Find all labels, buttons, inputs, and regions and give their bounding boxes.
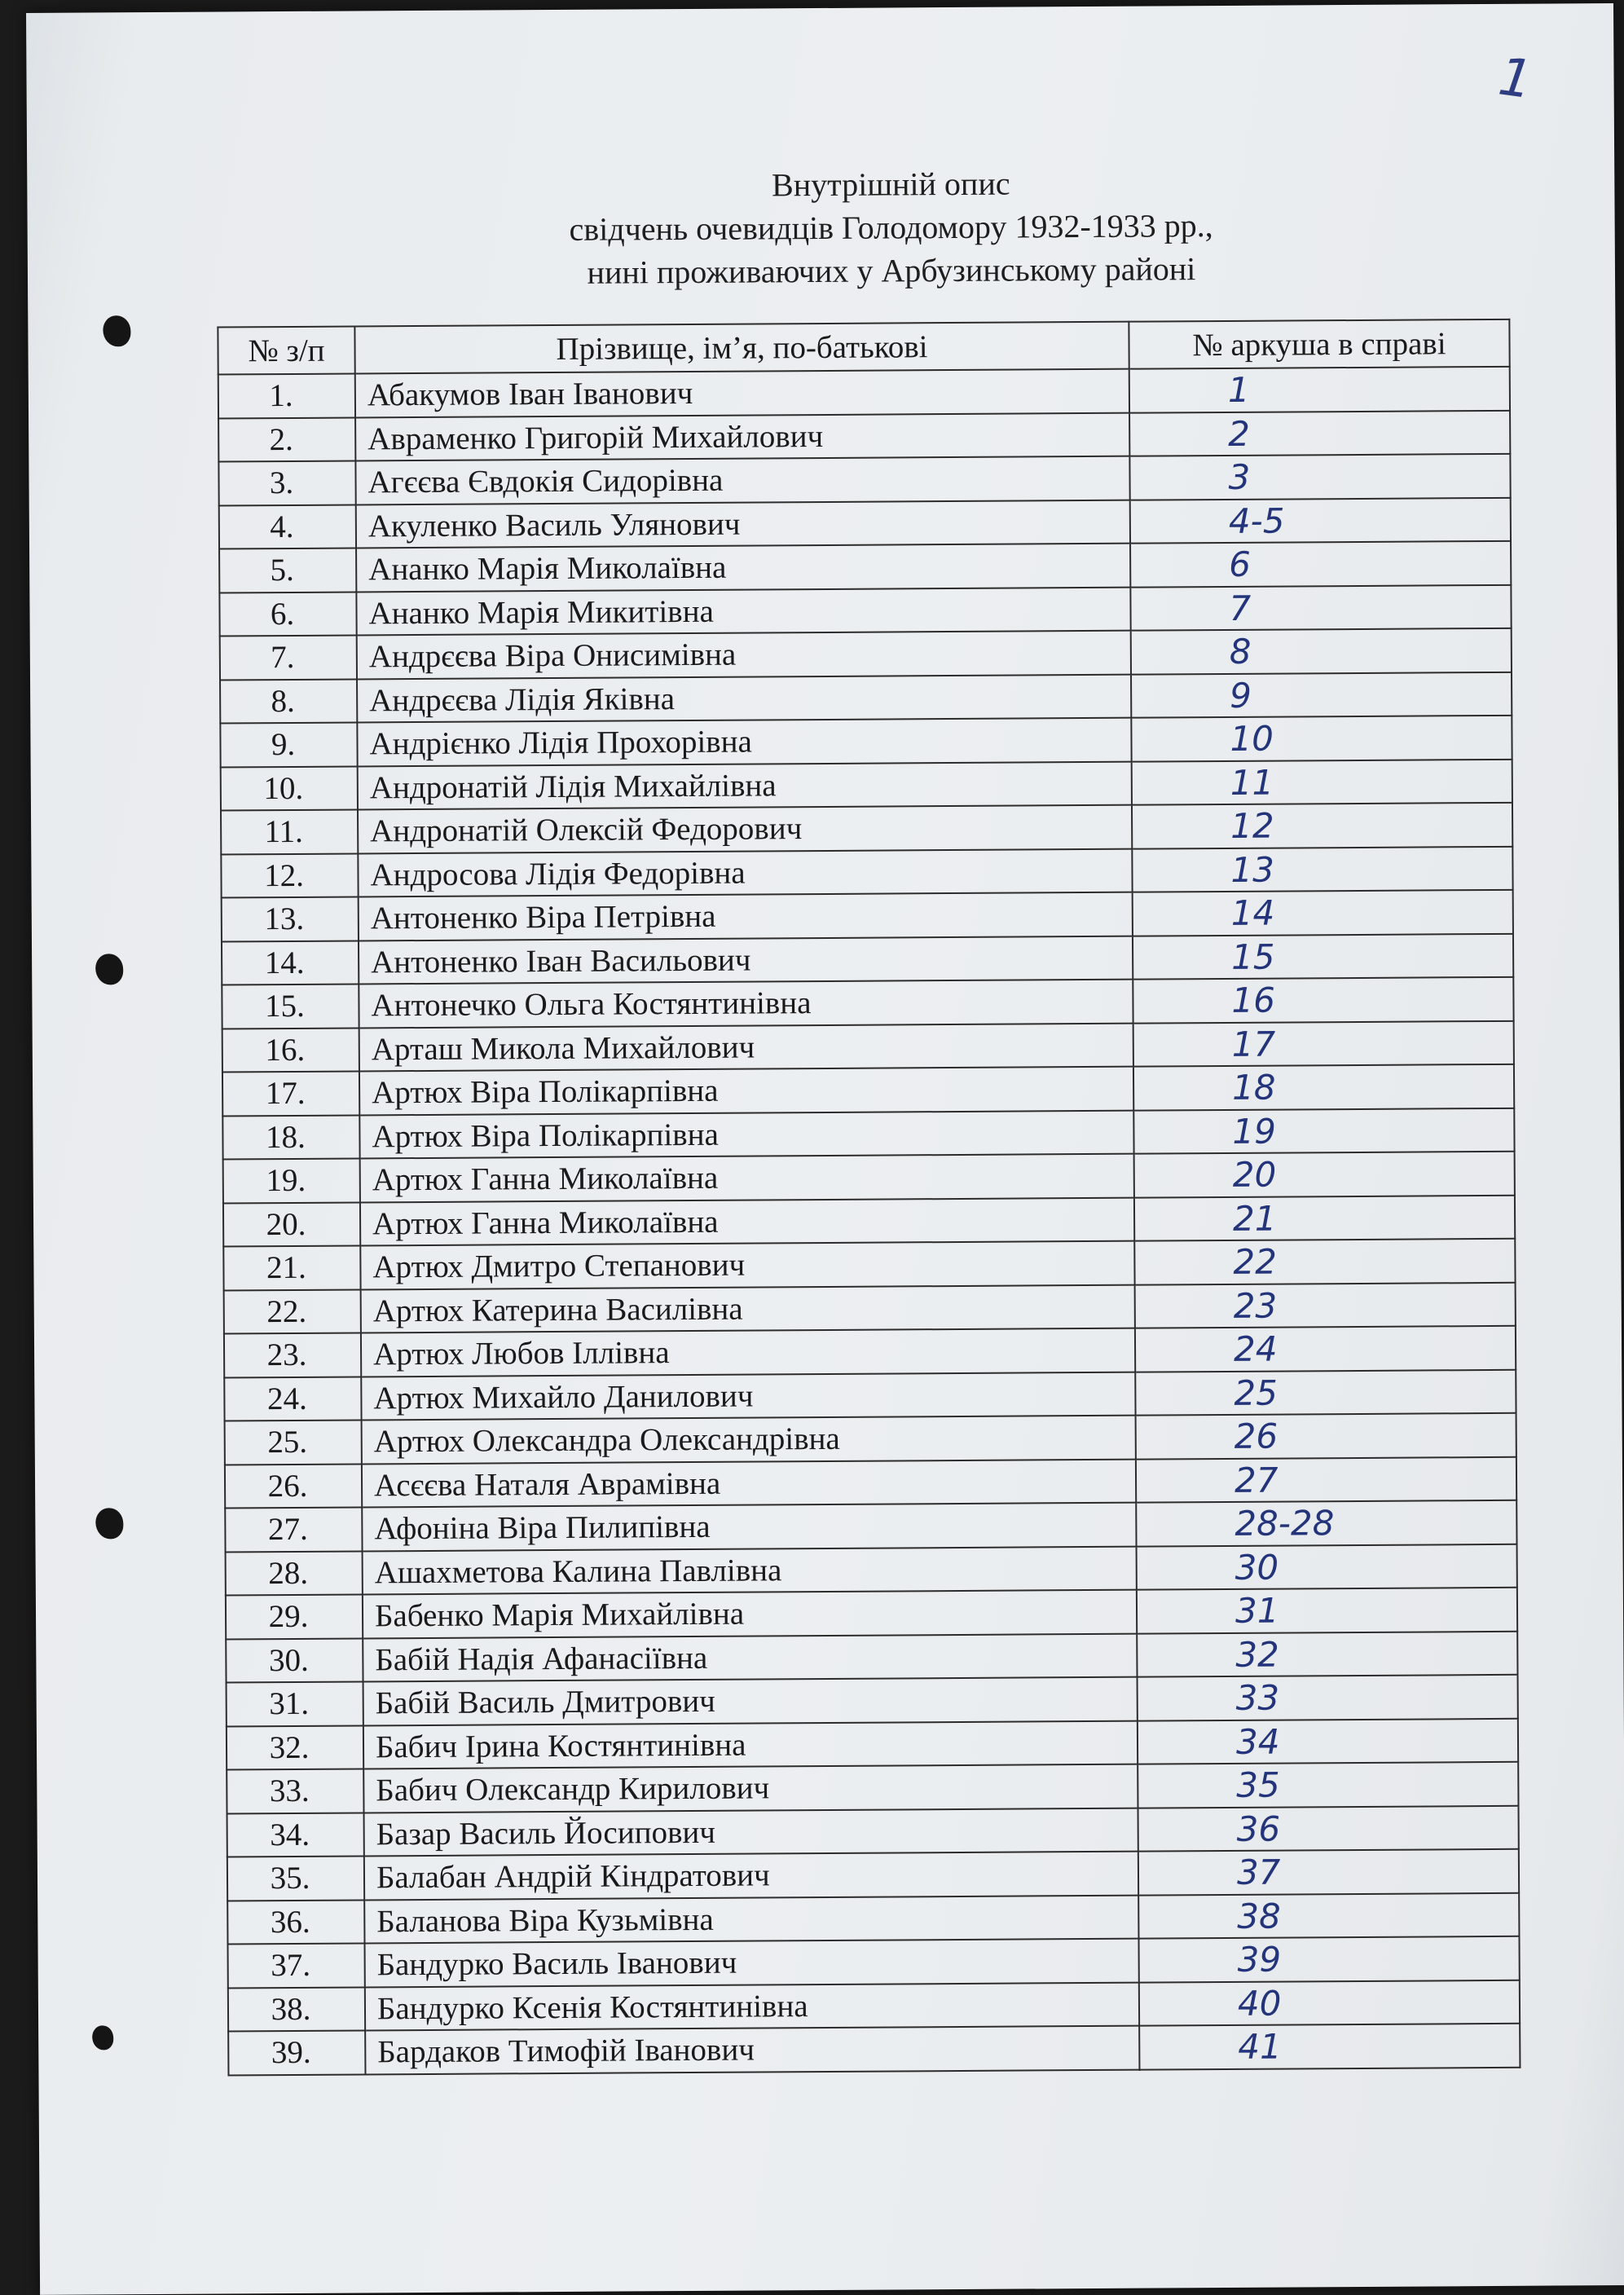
table-row xyxy=(228,1980,1520,2031)
row-sheet-number: 3 xyxy=(1129,454,1510,500)
table-row xyxy=(227,1675,1518,1726)
row-number: 2. xyxy=(218,417,355,462)
table-row xyxy=(224,1369,1516,1421)
table-row xyxy=(221,803,1512,854)
punch-hole xyxy=(92,2025,113,2050)
table-row xyxy=(222,1020,1514,1072)
table-row xyxy=(220,672,1512,723)
row-number: 6. xyxy=(219,592,356,637)
document-title xyxy=(27,157,1624,297)
row-sheet-number: 8 xyxy=(1131,628,1512,674)
title-line-1: Внутрішній опис xyxy=(771,165,1010,204)
row-sheet-number: 37 xyxy=(1138,1849,1519,1895)
row-name: Базар Василь Йосипович xyxy=(364,1808,1138,1856)
row-sheet-number: 2 xyxy=(1129,410,1510,456)
row-name: Балабан Андрій Кіндратович xyxy=(364,1852,1138,1900)
table-body xyxy=(218,367,1521,2075)
table-row xyxy=(222,1108,1514,1159)
row-number: 19. xyxy=(223,1158,360,1203)
row-name: Андросова Лідія Федорівна xyxy=(358,848,1132,896)
row-number: 22. xyxy=(224,1289,361,1334)
row-sheet-number: 40 xyxy=(1139,1980,1520,2025)
row-name: Андронатій Олексій Федорович xyxy=(358,805,1132,853)
row-number: 37. xyxy=(227,1943,364,1988)
row-name: Артюх Михайло Данилович xyxy=(361,1372,1135,1420)
row-sheet-number: 13 xyxy=(1132,846,1512,892)
row-name: Ананко Марія Микитівна xyxy=(356,587,1130,635)
table-row xyxy=(223,1152,1515,1203)
row-sheet-number: 11 xyxy=(1132,759,1512,804)
row-name: Антоненко Іван Васильович xyxy=(359,936,1133,984)
row-number: 21. xyxy=(223,1245,360,1290)
table-row xyxy=(218,410,1510,461)
row-number: 1. xyxy=(218,373,355,418)
row-sheet-number: 38 xyxy=(1138,1892,1519,1938)
punch-hole xyxy=(95,954,123,985)
row-number: 27. xyxy=(225,1507,362,1552)
row-sheet-number: 22 xyxy=(1134,1239,1515,1284)
row-number: 16. xyxy=(222,1028,359,1073)
row-name: Бабич Олександр Кирилович xyxy=(363,1764,1138,1813)
table-row xyxy=(222,933,1513,985)
table-row xyxy=(222,890,1513,941)
row-sheet-number: 21 xyxy=(1134,1195,1515,1240)
row-sheet-number: 34 xyxy=(1138,1718,1518,1764)
row-name: Антонечко Ольга Костянтинівна xyxy=(359,980,1133,1028)
row-number: 23. xyxy=(224,1333,361,1377)
row-number: 32. xyxy=(227,1725,363,1770)
row-name: Авраменко Григорій Михайлович xyxy=(355,412,1129,460)
row-sheet-number: 1 xyxy=(1129,367,1510,412)
document-page xyxy=(26,3,1624,2295)
page-number-mark: 1 xyxy=(1495,46,1537,112)
row-name: Бандурко Василь Іванович xyxy=(364,1939,1138,1987)
row-name: Бардаков Тимофій Іванович xyxy=(365,2026,1139,2074)
row-number: 3. xyxy=(218,460,355,505)
header-num: № з/п xyxy=(218,326,354,374)
row-number: 33. xyxy=(227,1769,363,1813)
table-row xyxy=(223,1195,1515,1246)
row-sheet-number: 33 xyxy=(1138,1675,1518,1720)
row-number: 29. xyxy=(226,1594,363,1639)
row-number: 18. xyxy=(222,1115,359,1160)
row-name: Абакумов Іван Іванович xyxy=(355,369,1129,417)
row-sheet-number: 32 xyxy=(1137,1631,1517,1676)
row-name: Бандурко Ксенія Костянтинівна xyxy=(365,1982,1139,2030)
row-name: Антоненко Віра Петрівна xyxy=(359,892,1133,940)
table-row xyxy=(218,454,1510,505)
row-name: Артюх Віра Полікарпівна xyxy=(359,1110,1133,1158)
row-number: 38. xyxy=(228,1987,365,2032)
row-number: 9. xyxy=(220,722,357,767)
row-sheet-number: 15 xyxy=(1133,933,1513,979)
row-sheet-number: 30 xyxy=(1137,1544,1517,1589)
row-sheet-number: 20 xyxy=(1134,1152,1515,1197)
row-name: Асєєва Наталя Аврамівна xyxy=(362,1459,1136,1507)
table-row xyxy=(227,1936,1519,1988)
table-row xyxy=(222,977,1513,1029)
punch-hole xyxy=(95,1508,123,1539)
row-name: Артюх Ганна Миколаївна xyxy=(360,1197,1134,1245)
row-number: 5. xyxy=(219,548,356,592)
row-number: 12. xyxy=(221,853,358,898)
row-number: 17. xyxy=(222,1071,359,1116)
row-number: 39. xyxy=(228,2030,365,2075)
row-number: 7. xyxy=(220,635,357,680)
row-name: Арташ Микола Михайлович xyxy=(359,1023,1133,1071)
row-number: 36. xyxy=(227,1900,364,1945)
table-row xyxy=(227,1892,1519,1944)
table-row xyxy=(224,1282,1516,1333)
header-name: Прізвище, ім’я, по-батькові xyxy=(354,322,1129,374)
row-name: Артюх Дмитро Степанович xyxy=(360,1241,1134,1289)
row-name: Артюх Віра Полікарпівна xyxy=(359,1067,1133,1115)
punch-hole xyxy=(103,315,130,346)
table-row xyxy=(219,497,1511,548)
table-row xyxy=(227,1762,1518,1813)
table-row xyxy=(220,716,1512,767)
row-number: 14. xyxy=(222,940,359,985)
table-row xyxy=(228,2024,1520,2075)
table-row xyxy=(226,1544,1517,1595)
header-sheet: № аркуша в справі xyxy=(1129,319,1509,369)
row-name: Баланова Віра Кузьмівна xyxy=(364,1895,1138,1943)
row-sheet-number: 9 xyxy=(1131,672,1512,717)
row-sheet-number: 39 xyxy=(1138,1936,1519,1982)
table-row xyxy=(227,1849,1519,1901)
row-name: Артюх Олександра Олександрівна xyxy=(362,1416,1136,1464)
row-sheet-number: 24 xyxy=(1135,1326,1516,1372)
row-number: 15. xyxy=(222,984,359,1029)
row-sheet-number: 7 xyxy=(1130,584,1511,630)
table-row xyxy=(225,1456,1516,1508)
row-number: 10. xyxy=(221,766,358,811)
row-sheet-number: 35 xyxy=(1138,1762,1518,1808)
row-name: Бабій Надія Афанасіївна xyxy=(363,1633,1137,1681)
table-row xyxy=(227,1718,1518,1769)
table-row xyxy=(226,1631,1517,1682)
witness-table xyxy=(217,319,1521,2076)
row-name: Афоніна Віра Пилипівна xyxy=(362,1503,1136,1551)
row-number: 35. xyxy=(227,1856,364,1901)
row-number: 24. xyxy=(224,1377,361,1421)
row-sheet-number: 6 xyxy=(1130,541,1511,587)
row-name: Андронатій Лідія Михайлівна xyxy=(358,761,1132,809)
row-sheet-number: 18 xyxy=(1133,1064,1514,1110)
row-number: 13. xyxy=(222,896,359,941)
table-row xyxy=(227,1805,1519,1857)
row-number: 11. xyxy=(221,809,358,854)
row-sheet-number: 14 xyxy=(1133,890,1513,936)
row-name: Артюх Катерина Василівна xyxy=(361,1284,1135,1333)
row-sheet-number: 25 xyxy=(1135,1369,1516,1415)
row-number: 25. xyxy=(225,1420,362,1465)
row-number: 4. xyxy=(219,504,356,549)
row-name: Ананко Марія Миколаївна xyxy=(356,544,1130,592)
row-number: 30. xyxy=(226,1638,363,1683)
row-sheet-number: 26 xyxy=(1136,1413,1516,1459)
row-name: Бабій Василь Дмитрович xyxy=(363,1677,1138,1725)
row-sheet-number: 41 xyxy=(1139,2024,1520,2069)
row-name: Артюх Любов Іллівна xyxy=(361,1328,1135,1377)
title-line-3: нині проживаючих у Арбузинському районі xyxy=(587,250,1196,291)
table-row xyxy=(224,1326,1516,1377)
row-number: 31. xyxy=(227,1681,363,1726)
table-row xyxy=(221,759,1512,810)
table-row xyxy=(218,367,1510,418)
row-name: Бабенко Марія Михайлівна xyxy=(363,1590,1137,1638)
table-row xyxy=(223,1239,1515,1290)
table-row xyxy=(220,628,1512,680)
table-row xyxy=(225,1413,1516,1465)
row-number: 28. xyxy=(226,1551,363,1596)
row-number: 34. xyxy=(227,1813,364,1857)
row-name: Андрєєва Лідія Яківна xyxy=(357,674,1131,722)
row-sheet-number: 10 xyxy=(1131,716,1512,761)
row-sheet-number: 4-5 xyxy=(1130,497,1511,543)
table-header-row xyxy=(218,319,1509,375)
row-sheet-number: 16 xyxy=(1133,977,1513,1023)
row-name: Ашахметова Калина Павлівна xyxy=(363,1546,1137,1594)
table-row xyxy=(219,541,1511,592)
row-sheet-number: 17 xyxy=(1133,1020,1514,1066)
row-sheet-number: 23 xyxy=(1135,1282,1516,1328)
row-sheet-number: 28-28 xyxy=(1136,1500,1516,1546)
row-sheet-number: 31 xyxy=(1137,1588,1517,1633)
table-row xyxy=(225,1500,1516,1552)
row-sheet-number: 19 xyxy=(1133,1108,1514,1153)
row-name: Андрієнко Лідія Прохорівна xyxy=(357,718,1131,766)
row-sheet-number: 36 xyxy=(1138,1805,1518,1851)
row-number: 8. xyxy=(220,679,357,724)
row-name: Артюх Ганна Миколаївна xyxy=(360,1154,1134,1202)
table-row xyxy=(222,1064,1514,1116)
row-name: Бабич Ірина Костянтинівна xyxy=(363,1720,1138,1769)
row-name: Акуленко Василь Улянович xyxy=(356,500,1130,548)
table-row xyxy=(226,1588,1517,1639)
table-row xyxy=(219,584,1511,636)
table-row xyxy=(221,846,1512,897)
title-line-2: свідчень очевидців Голодомору 1932-1933 рр., xyxy=(569,207,1213,248)
row-sheet-number: 27 xyxy=(1136,1456,1516,1502)
row-sheet-number: 12 xyxy=(1132,803,1512,848)
row-name: Агєєва Євдокія Сидорівна xyxy=(355,456,1129,504)
row-number: 20. xyxy=(223,1202,360,1247)
row-number: 26. xyxy=(225,1464,362,1509)
row-name: Андрєєва Віра Онисимівна xyxy=(357,631,1131,679)
